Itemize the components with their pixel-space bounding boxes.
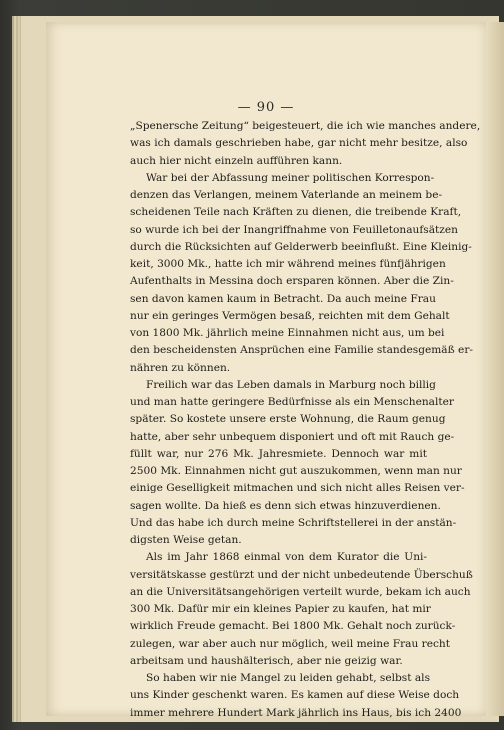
text-line: und man hatte geringere Bedürfnisse als ein Menschenalter	[130, 396, 454, 408]
text-line: 300 Mk. Dafür mir ein kleines Papier zu kaufen, hat mir	[130, 603, 431, 615]
text-line: Als im Jahr 1868 einmal von dem Kurator die Uni-	[146, 551, 427, 564]
text-line: auch hier nicht einzeln aufführen kann.	[130, 154, 343, 167]
text-line: wirklich Freude gemacht. Bei 1800 Mk. Gehalt noch zurück-	[130, 620, 456, 633]
text-line: Aufenthalts in Messina doch ersparen können. Aber die Zin-	[130, 275, 454, 288]
text-line: „Spenersche Zeitung“ beigesteuert, die ich wie manches andere,	[130, 120, 481, 132]
paragraph	[130, 170, 473, 377]
text-line: zulegen, war aber auch nur möglich, weil meine Frau recht	[130, 637, 451, 650]
text-line: Und das habe ich durch meine Schriftstellerei in der anstän-	[130, 516, 457, 529]
paragraph	[130, 377, 465, 550]
text-line: sen davon kamen kaum in Betracht. Da auch meine Frau	[130, 292, 436, 305]
text-line: immer mehrere Hundert Mark jährlich ins Haus, bis ich 2400	[130, 706, 462, 719]
text-line: War bei der Abfassung meiner politischen Korrespon-	[146, 171, 435, 184]
text-line: scheidenen Teile nach Kräften zu dienen, die treibende Kraft,	[130, 206, 462, 219]
text-line: So haben wir nie Mangel zu leiden gehabt, selbst als	[146, 672, 431, 684]
text-line: von 1800 Mk. jährlich meine Einnahmen nicht aus, um bei	[130, 327, 445, 339]
text-line: füllt war, nur 276 Mk. Jahresmiete. Dennoch war mit	[130, 447, 427, 460]
paragraph	[130, 549, 473, 670]
page-right-edge	[486, 22, 504, 716]
text-line: uns Kinder geschenkt waren. Es kamen auf diese Weise doch	[130, 689, 460, 702]
text-line: durch die Rücksichten auf Gelderwerb beeinflußt. Eine Kleinig-	[130, 240, 472, 253]
text-line: digsten Weise getan.	[130, 534, 242, 546]
text-line: denzen das Verlangen, meinem Vaterlande an meinem be-	[130, 189, 443, 201]
text-line: versitätskasse gestürzt und der nicht unbedeutende Überschuß	[130, 568, 473, 581]
text-line: was ich damals geschrieben habe, gar nicht mehr besitze, also	[130, 137, 468, 150]
text-line: einige Geselligkeit mitmachen und sich nicht alles Reisen ver-	[130, 482, 465, 495]
text-line: hatte, aber sehr unbequem disponiert und oft mit Rauch ge-	[130, 430, 455, 443]
body-text	[130, 118, 481, 722]
text-line: 2500 Mk. Einnahmen nicht gut auszukommen, wenn man nur	[130, 465, 462, 477]
paragraph	[130, 118, 481, 170]
text-line: den bescheidensten Ansprüchen eine Familie standesgemäß er-	[130, 344, 473, 357]
text-line: an die Universitätsangehörigen verteilt wurde, bekam ich auch	[130, 585, 471, 598]
text-line: sagen wollte. Da hieß es denn sich etwas hinzuverdienen.	[130, 499, 441, 512]
text-line: Freilich war das Leben damals in Marburg noch billig	[146, 378, 436, 391]
text-line: nur ein geringes Vermögen besaß, reichten mit dem Gehalt	[130, 309, 450, 322]
page-number: — 90 —	[237, 100, 295, 115]
text-line: keit, 3000 Mk., hatte ich mir während meines fünfjährigen	[130, 258, 446, 270]
text-line: arbeitsam und haushälterisch, aber nie geizig war.	[130, 654, 403, 667]
text-line: nähren zu können.	[130, 361, 231, 374]
text-line: so wurde ich bei der Inangriffnahme von Feuilletonaufsätzen	[130, 223, 458, 236]
text-line: später. So kostete unsere erste Wohnung, die Raum genug	[130, 413, 446, 426]
paragraph	[130, 670, 462, 722]
